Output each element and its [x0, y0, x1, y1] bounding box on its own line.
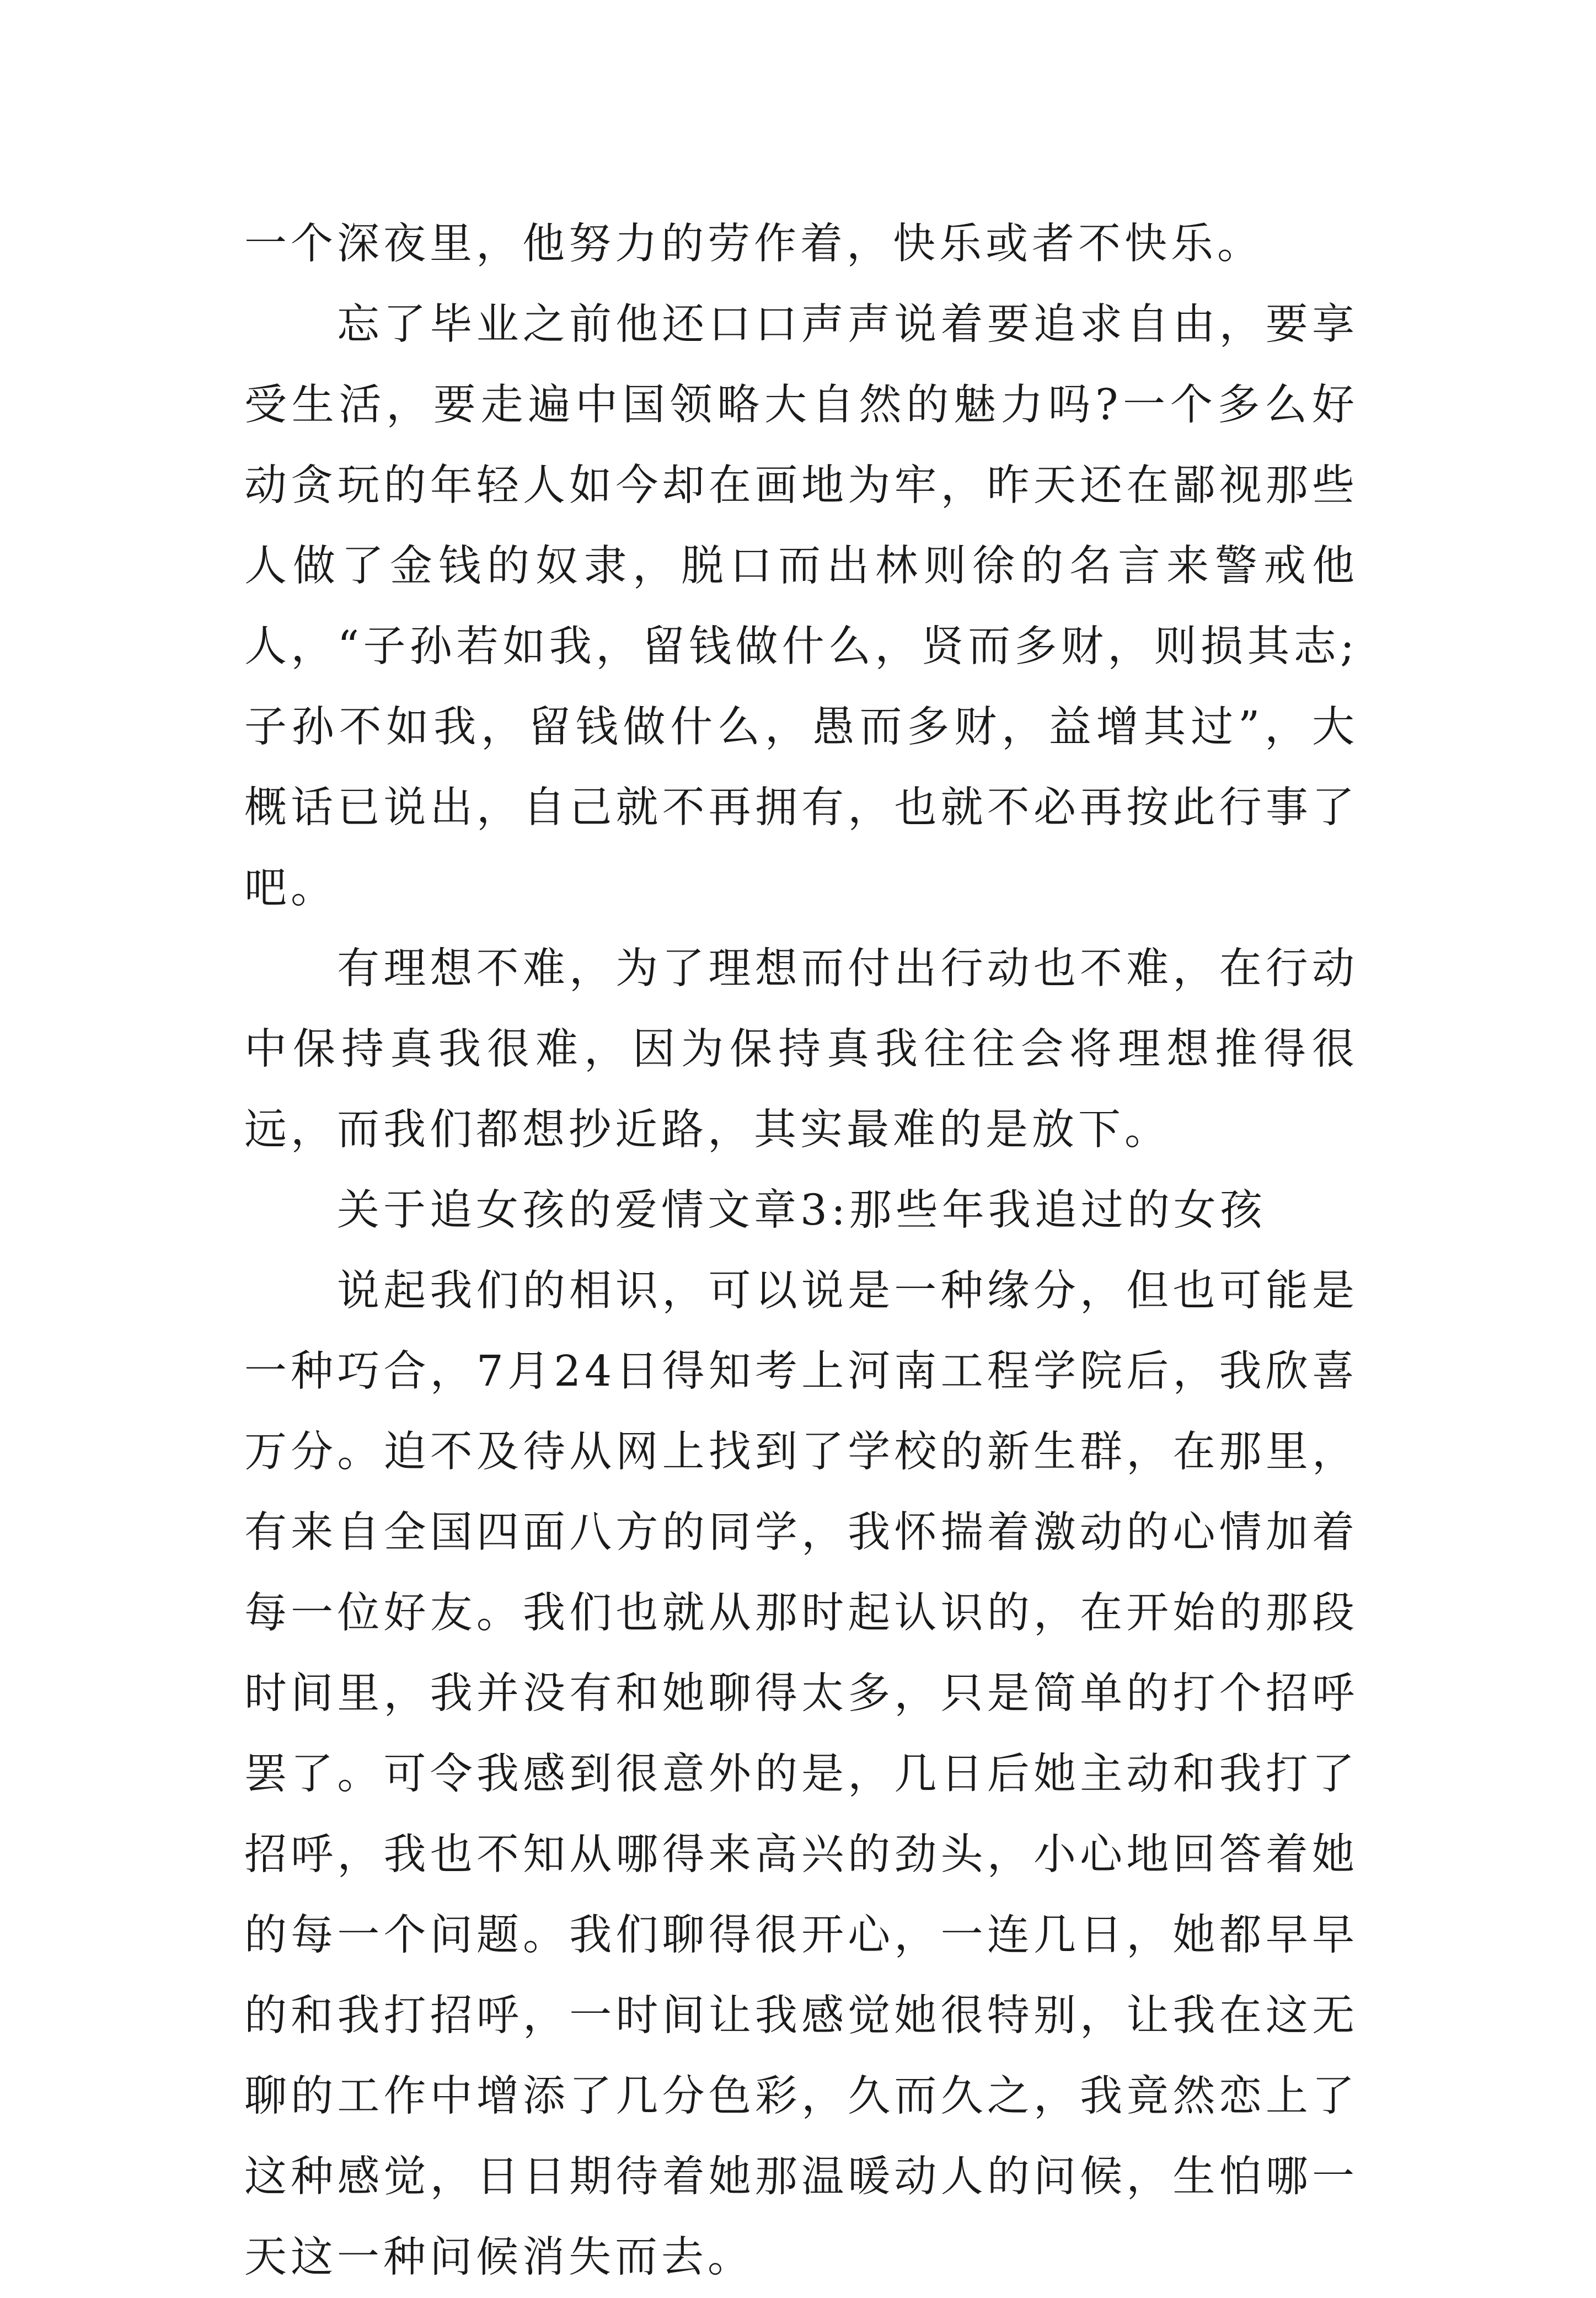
document-body — [244, 204, 1358, 2298]
paragraph-continuation: 一个深夜里，他努力的劳作着，快乐或者不快乐。 — [244, 220, 1263, 269]
paragraph-graduation: 忘了毕业之前他还口口声声说着要追求自由，要享受生活，要走遍中国领略大自然的魅力吗?一个多么好动贪玩的年轻人如今却在画地为牢，昨天还在鄙视那些人做了金钱的奴隶，脱口而出林则徐的名言来警戒他人，“子孙若如我，留钱做什么，贤而多财，则损其志;子孙不如我，留钱做什么，愚而多财，益增其过”，大概话已说出，自己就不再拥有，也就不必再按此行事了吧。 — [244, 300, 1358, 913]
paragraph-ideals: 有理想不难，为了理想而付出行动也不难，在行动中保持真我很难，因为保持真我往往会将理想推得很远，而我们都想抄近路，其实最难的是放下。 — [244, 944, 1358, 1155]
paragraph-acquaintance: 说起我们的相识，可以说是一种缘分，但也可能是一种巧合，7月24日得知考上河南工程学院后，我欣喜万分。迫不及待从网上找到了学校的新生群，在那里，有来自全国四面八方的同学，我怀揣着激动的心情加着每一位好友。我们也就从那时起认识的，在开始的那段时间里，我并没有和她聊得太多，只是简单的打个招呼罢了。可令我感到很意外的是，几日后她主动和我打了招呼，我也不知从哪得来高兴的劲头，小心地回答着她的每一个问题。我们聊得很开心，一连几日，她都早早的和我打招呼，一时间让我感觉她很特别，让我在这无聊的工作中增添了几分色彩，久而久之，我竟然恋上了这种感觉，日日期待着她那温暖动人的问候，生怕哪一天这一种问候消失而去。 — [244, 1266, 1358, 2282]
section-heading: 关于追女孩的爱情文章3:那些年我追过的女孩 — [337, 1186, 1266, 1235]
